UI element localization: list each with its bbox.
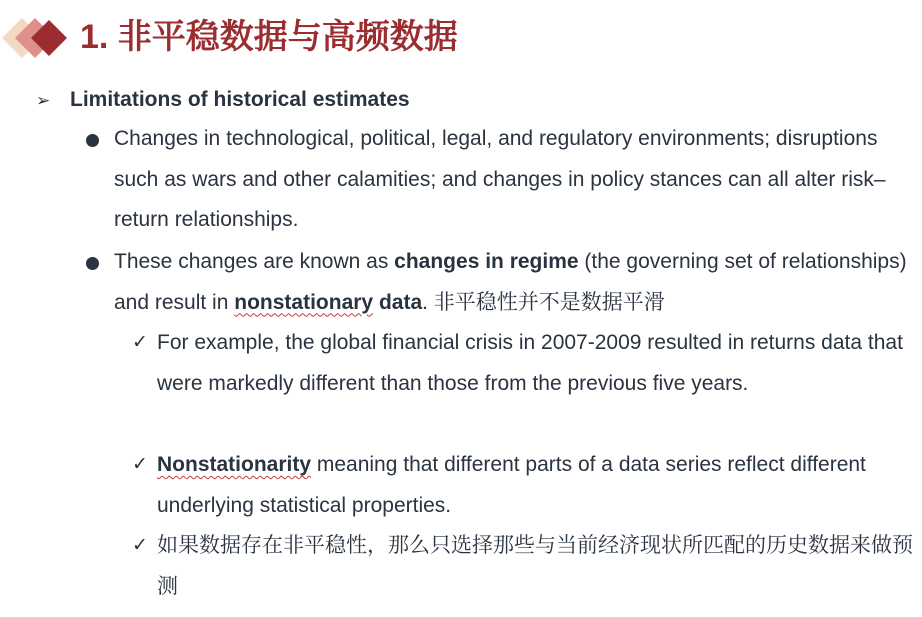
slide-title: 1. 非平稳数据与高频数据 (80, 18, 458, 56)
sub-item-3 (132, 526, 917, 607)
nonstationary-term: nonstationary (234, 290, 374, 314)
heading-item (36, 85, 410, 116)
changes-in-regime-term: changes in regime (394, 250, 579, 273)
checkmark-icon: ✓ (132, 332, 148, 353)
arrow-bullet-icon: ➢ (36, 91, 51, 110)
bullet-text-1: Changes in technological, political, legal, and regulatory environments; disruptions such as wars and other calamities; and changes in policy stances can all alter risk–return relationships. (114, 127, 886, 231)
bullet-item-1 (86, 119, 916, 241)
dot-bullet-icon (86, 257, 99, 270)
bullet2-mid: (the governing set of relationships) and result in (114, 250, 907, 314)
nonstationarity-term: Nonstationarity (157, 453, 312, 476)
bullet-text-2 (114, 242, 916, 323)
checkmark-icon: ✓ (132, 535, 148, 556)
heading-text: Limitations of historical estimates (70, 88, 410, 111)
dot-bullet-icon (86, 134, 99, 147)
bullet2-pre: These changes are known as (114, 250, 395, 273)
diamond-logo-icon (2, 12, 74, 64)
checkmark-icon: ✓ (132, 454, 148, 475)
bullet-item-2 (86, 242, 916, 323)
data-term: data (373, 290, 423, 314)
bullet2-post: . 非平稳性并不是数据平滑 (422, 290, 665, 314)
sub2-rest: meaning that different parts of a data series reflect different underlying statistical properties. (157, 453, 866, 517)
sub-text-3: 如果数据存在非平稳性，那么只选择那些与当前经济现状所匹配的历史数据来做预测 (157, 534, 913, 598)
sub-item-1 (132, 323, 917, 404)
sub-text-1: For example, the global financial crisis in 2007-2009 resulted in returns data that were markedly different than those from the previous five years. (157, 331, 903, 395)
sub-item-2 (132, 445, 917, 526)
sub-text-2 (157, 445, 917, 526)
